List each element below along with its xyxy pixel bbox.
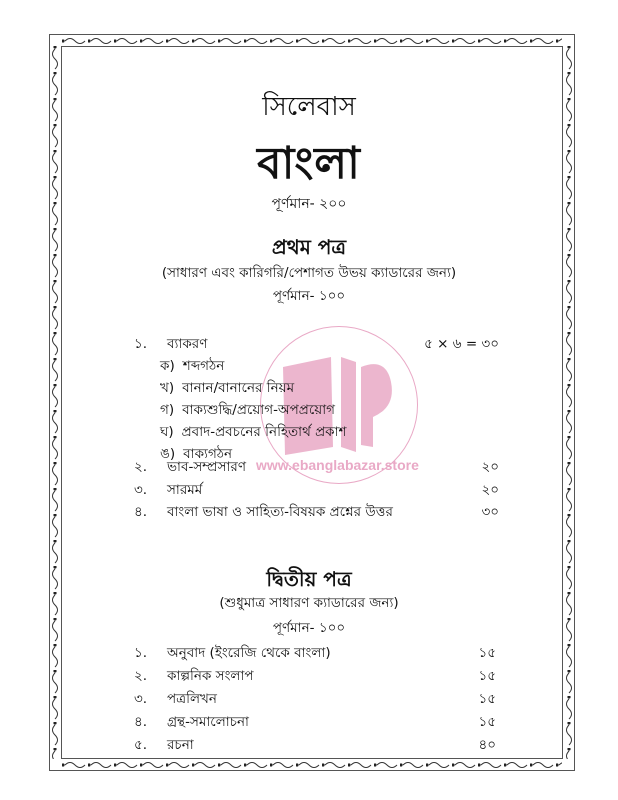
item-marks: ১৫	[478, 691, 496, 707]
total-marks: পূর্ণমান- ২০০	[271, 196, 347, 212]
item-label: পত্রলিখন	[167, 691, 217, 707]
item-marks: ১৫	[478, 645, 496, 661]
item-marks: ১৫	[478, 668, 496, 684]
subitem-label: বানান/বানানের নিয়ম	[182, 380, 295, 396]
subitem-label: প্রবাদ-প্রবচনের নিহিতার্থ প্রকাশ	[181, 424, 347, 440]
item-marks: ২০	[481, 459, 499, 475]
subitem-key: খ)	[160, 380, 175, 396]
paper1-subitem	[160, 422, 347, 442]
paper2-item	[134, 712, 496, 732]
item-marks: ১৫	[478, 714, 496, 730]
item-number: ৫.	[134, 737, 148, 753]
item-number: ২.	[134, 459, 148, 475]
item-label: কাল্পনিক সংলাপ	[167, 668, 254, 684]
item-label: অনুবাদ (ইংরেজি থেকে বাংলা)	[167, 645, 331, 661]
paper1-item	[134, 457, 499, 477]
item-number: ৪.	[134, 714, 148, 730]
paper1-full-marks: পূর্ণমান- ১০০	[272, 288, 346, 304]
subitem-key: ক)	[160, 358, 175, 374]
item-marks: ৫ × ৬ = ৩০	[424, 336, 499, 352]
paper2-item	[134, 735, 496, 755]
item-marks: ২০	[481, 482, 499, 498]
paper1-subitem	[160, 378, 294, 398]
item-marks: ৩০	[481, 504, 499, 520]
paper1-subtitle: (সাধারণ এবং কারিগরি/পেশাগত উভয় ক্যাডারের জন্য)	[161, 265, 457, 281]
paper2-full-marks: পূর্ণমান- ১০০	[272, 620, 346, 636]
item-number: ১.	[134, 336, 148, 352]
item-label: ভাব-সম্প্রসারণ	[167, 459, 246, 475]
subitem-key: ঙ)	[160, 446, 176, 462]
paper2-title: দ্বিতীয় পত্র	[266, 567, 352, 591]
paper2-subtitle: (শুধুমাত্র সাধারণ ক্যাডারের জন্য)	[219, 595, 399, 611]
border-ornament-top	[62, 36, 562, 46]
paper1-subitem	[160, 356, 224, 376]
border-ornament-bottom	[62, 760, 562, 770]
paper1-item	[134, 334, 499, 354]
paper2-item	[134, 689, 496, 709]
paper1-item	[134, 502, 499, 522]
item-label: বাংলা ভাষা ও সাহিত্য-বিষয়ক প্রশ্নের উত্তর	[167, 504, 393, 520]
subitem-key: ঘ)	[160, 424, 174, 440]
paper1-title: প্রথম পত্র	[271, 235, 347, 259]
subitem-label: শব্দগঠন	[182, 358, 225, 374]
item-number: ৩.	[134, 691, 148, 707]
subitem-label: বাক্যগঠন	[183, 446, 233, 462]
item-number: ৩.	[134, 482, 148, 498]
subitem-label: বাক্যশুদ্ধি/প্রয়োগ-অপপ্রয়োগ	[182, 402, 336, 418]
subitem-key: গ)	[160, 402, 175, 418]
item-number: ১.	[134, 645, 148, 661]
item-label: ব্যাকরণ	[167, 336, 208, 352]
subject-title: বাংলা	[257, 138, 361, 189]
item-label: রচনা	[167, 737, 194, 753]
paper2-item	[134, 643, 496, 663]
item-number: ২.	[134, 668, 148, 684]
item-marks: ৪০	[478, 737, 496, 753]
paper1-subitem	[160, 400, 335, 420]
paper1-item	[134, 480, 499, 500]
item-number: ৪.	[134, 504, 148, 520]
paper2-item	[134, 666, 496, 686]
syllabus-title: সিলেবাস	[262, 92, 356, 122]
watermark-url: www.ebanglabazar.store	[256, 457, 419, 473]
item-label: গ্রন্থ-সমালোচনা	[167, 714, 249, 730]
item-label: সারমর্ম	[167, 482, 203, 498]
